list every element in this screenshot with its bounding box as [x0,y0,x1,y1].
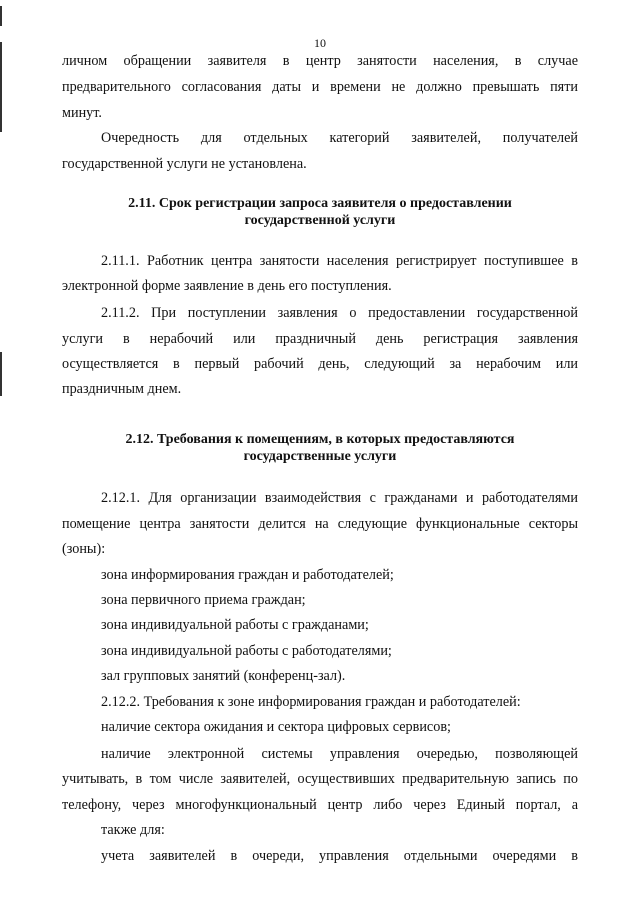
section-heading: 2.12. Требования к помещениям, в которых предоставляются [125,432,515,447]
list-item: зона индивидуальной работы с работодателями; [101,643,392,659]
scan-edge-mark [0,352,2,396]
list-item: зона информирования граждан и работодателей; [101,567,394,583]
list-item: также для: [101,822,165,838]
scan-edge-mark [0,42,2,132]
list-item: телефону, через многофункциональный центр либо через Единый портал, а [62,797,578,813]
list-item: зона первичного приема граждан; [101,592,306,608]
paragraph-line: Очередность для отдельных категорий заявителей, получателей [101,130,578,146]
clause-line: помещение центра занятости делится на следующие функциональные секторы [62,516,578,532]
paragraph-line: предварительного согласования даты и времени не должно превышать пяти [62,79,578,95]
paragraph-line: личном обращении заявителя в центр занятости населения, в случае [62,53,578,69]
clause-line: (зоны): [62,541,106,557]
clause-line: 2.12.1. Для организации взаимодействия с гражданами и работодателями [101,490,578,506]
clause-line: осуществляется в первый рабочий день, следующий за нерабочим или [62,356,578,372]
clause-line: 2.11.1. Работник центра занятости населения регистрирует поступившее в [101,253,578,269]
list-item: наличие сектора ожидания и сектора цифровых сервисов; [101,719,451,735]
list-item: наличие электронной системы управления очередью, позволяющей [101,746,578,762]
clause-line: электронной форме заявление в день его поступления. [62,278,392,294]
section-heading: государственные услуги [243,449,397,464]
paragraph-line: минут. [62,105,102,121]
clause-line: 2.11.2. При поступлении заявления о предоставлении государственной [101,305,578,321]
clause-line: услуги в нерабочий или праздничный день регистрация заявления [62,331,578,347]
section-heading: государственной услуги [244,213,396,228]
section-heading: 2.11. Срок регистрации запроса заявителя о предоставлении [128,196,512,211]
list-item: зал групповых занятий (конференц-зал). [101,668,346,684]
paragraph-line: государственной услуги не установлена. [62,156,307,172]
page-number: 10 [314,36,326,50]
list-item: учитывать, в том числе заявителей, осуществивших предварительную запись по [62,771,578,787]
clause-line: праздничным днем. [62,381,182,397]
list-item: зона индивидуальной работы с гражданами; [101,617,369,633]
scan-edge-mark [0,6,2,26]
clause-line: 2.12.2. Требования к зоне информирования граждан и работодателей: [101,694,521,710]
list-item: учета заявителей в очереди, управления отдельными очередями в [101,848,578,864]
